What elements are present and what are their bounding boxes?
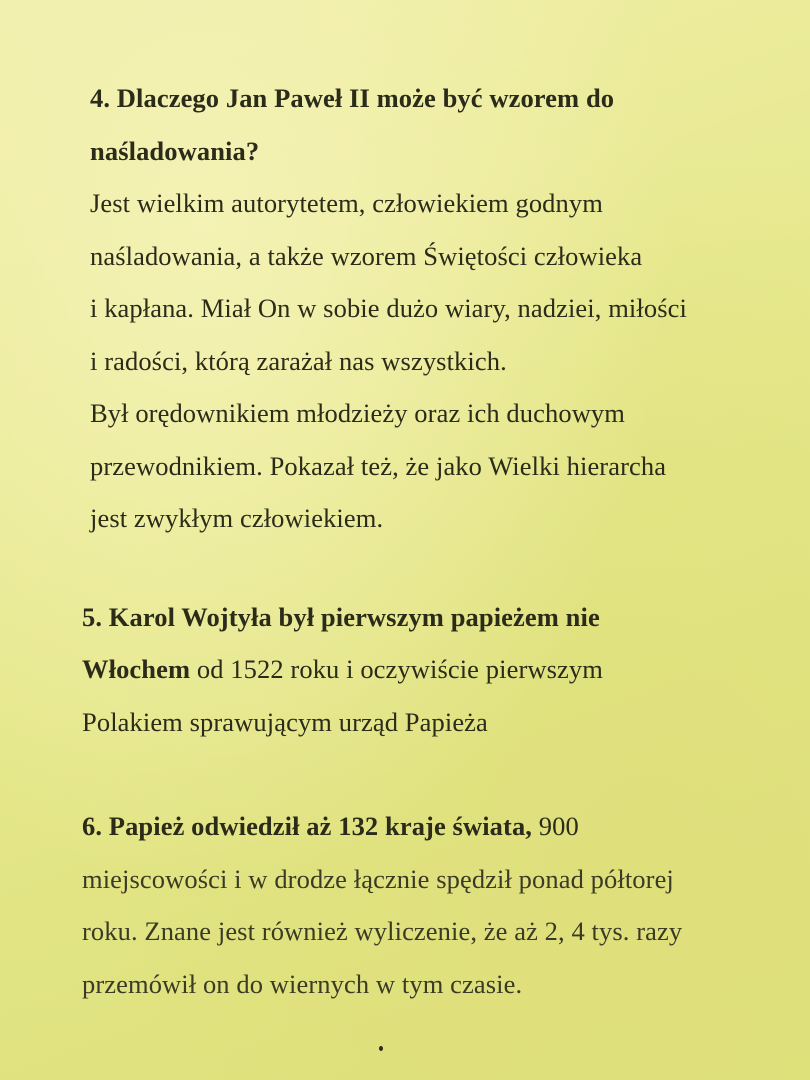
section-4-answer-line: naśladowania, a także wzorem Świętości człowieka: [90, 240, 643, 271]
section-6-line: roku. Znane jest również wyliczenie, że aż 2, 4 tys. razy: [82, 916, 683, 946]
section-4: [90, 72, 772, 545]
section-6-line-1-rest: 900: [532, 811, 579, 841]
section-5-line-3: Polakiem sprawującym urząd Papieża: [82, 706, 488, 737]
section-4-answer-line: jest zwykłym człowiekiem.: [90, 503, 384, 533]
section-6-line-1: [82, 800, 772, 853]
section-5: [82, 591, 772, 749]
section-5-bold-word: Włochem: [82, 654, 191, 684]
section-5-line-2-rest: od 1522 roku i oczywiście pierwszym: [190, 654, 603, 684]
section-6-line: miejscowości i w drodze łącznie spędził ponad półtorej: [82, 863, 674, 894]
document-content: [82, 72, 772, 1010]
section-4-answer-line: przewodnikiem. Pokazał też, że jako Wielki hierarcha: [90, 450, 667, 481]
section-4-question-line-1: 4. Dlaczego Jan Paweł II może być wzorem do: [90, 83, 615, 113]
section-4-answer-line: Jest wielkim autorytetem, człowiekiem godnym: [90, 188, 603, 218]
section-6-line: przemówił on do wiernych w tym czasie.: [82, 968, 523, 999]
section-6: [82, 800, 772, 1010]
section-4-answer-line: i radości, którą zarażał nas wszystkich.: [90, 345, 507, 376]
section-5-line-2: [82, 643, 772, 696]
section-5-bold-line-1: 5. Karol Wojtyła był pierwszym papieżem nie: [82, 601, 600, 632]
page-dot-mark: [379, 1046, 383, 1051]
section-4-answer-line: i kapłana. Miał On w sobie dużo wiary, nadziei, miłości: [90, 293, 687, 323]
section-4-answer-line: Był orędownikiem młodzieży oraz ich duchowym: [90, 398, 625, 428]
section-4-question-line-2: naśladowania?: [90, 135, 260, 166]
section-6-bold-part: 6. Papież odwiedził aż 132 kraje świata,: [82, 811, 533, 841]
